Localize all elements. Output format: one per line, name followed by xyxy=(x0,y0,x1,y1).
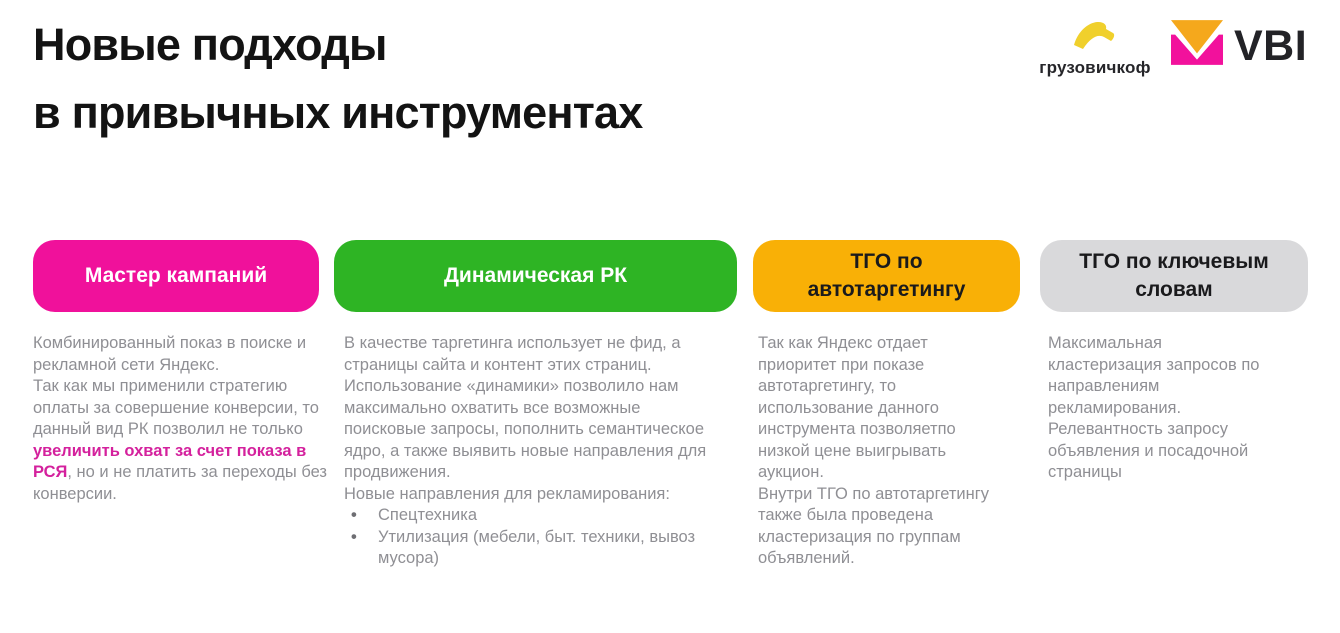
vbi-wordmark: VBI xyxy=(1234,21,1308,70)
bullet-icon: • xyxy=(351,527,357,546)
bullet-item xyxy=(344,527,709,570)
body-paragraph: В качестве таргетинга использует не фид, а страницы сайта и контент этих страниц. xyxy=(344,334,681,374)
body-paragraph: Максимальная кластеризация запросов по направлениям рекламирования. xyxy=(1048,334,1260,417)
pill-dynamic-rk: Динамическая РК xyxy=(334,240,737,312)
page-title xyxy=(33,11,642,146)
pill-tgo-autotargeting: ТГО по автотаргетингу xyxy=(753,240,1020,312)
bullet-text: Спецтехника xyxy=(378,506,477,524)
vbi-logo xyxy=(1171,20,1307,72)
column-body-master-campaigns xyxy=(33,333,328,505)
vbi-envelope-icon xyxy=(1171,20,1223,72)
body-paragraph: Комбинированный показ в поиске и рекламной сети Яндекс. xyxy=(33,334,307,374)
body-paragraph: Релевантность запросу объявления и посадочной страницы xyxy=(1048,420,1249,481)
gruzovichkof-logo xyxy=(1032,20,1158,78)
bullet-text: Утилизация (мебели, быт. техники, вывоз мусора) xyxy=(378,527,696,567)
bullet-item xyxy=(344,505,709,527)
body-paragraph: Так как Яндекс отдает приоритет при показе автотаргетингу, то использование данного инструмента позволяетпо низкой цене выигрывать аукцион. xyxy=(758,334,956,481)
body-paragraph: Так как мы применили стратегию оплаты за совершение конверсии, то данный вид РК позволил не только увеличить охват за счет показа в РСЯ, но и не платить за переходы без конверсии. xyxy=(33,377,328,503)
body-paragraph: Использование «динамики» позволило нам максимально охватить все возможные поисковые запросы, пополнить семантическое ядро, а также выявить новые направления для продвижения. xyxy=(344,377,707,481)
body-paragraph: Новые направления для рекламирования: xyxy=(344,484,670,503)
title-line-2: в привычных инструментах xyxy=(33,86,643,138)
highlighted-text: увеличить охват за счет показа в РСЯ xyxy=(33,441,307,481)
pill-tgo-keywords: ТГО по ключевым словам xyxy=(1040,240,1308,312)
gruzovichkof-roof-icon xyxy=(1032,20,1158,55)
column-body-tgo-keywords xyxy=(1048,333,1276,484)
column-master-campaigns xyxy=(33,240,328,505)
column-dynamic-rk xyxy=(334,240,737,570)
column-body-dynamic-rk xyxy=(344,333,709,570)
body-paragraph: Внутри ТГО по автотаргетингу также была проведена кластеризация по группам объявлений. xyxy=(758,484,990,567)
column-tgo-keywords xyxy=(1040,240,1308,484)
bullet-icon: • xyxy=(351,506,357,524)
pill-master-campaigns: Мастер кампаний xyxy=(33,240,319,312)
column-tgo-autotargeting xyxy=(753,240,1020,570)
gruzovichkof-wordmark: грузовичкоф xyxy=(1039,58,1151,77)
column-body-tgo-autotargeting xyxy=(758,333,1003,570)
title-line-1: Новые подходы xyxy=(33,19,387,70)
